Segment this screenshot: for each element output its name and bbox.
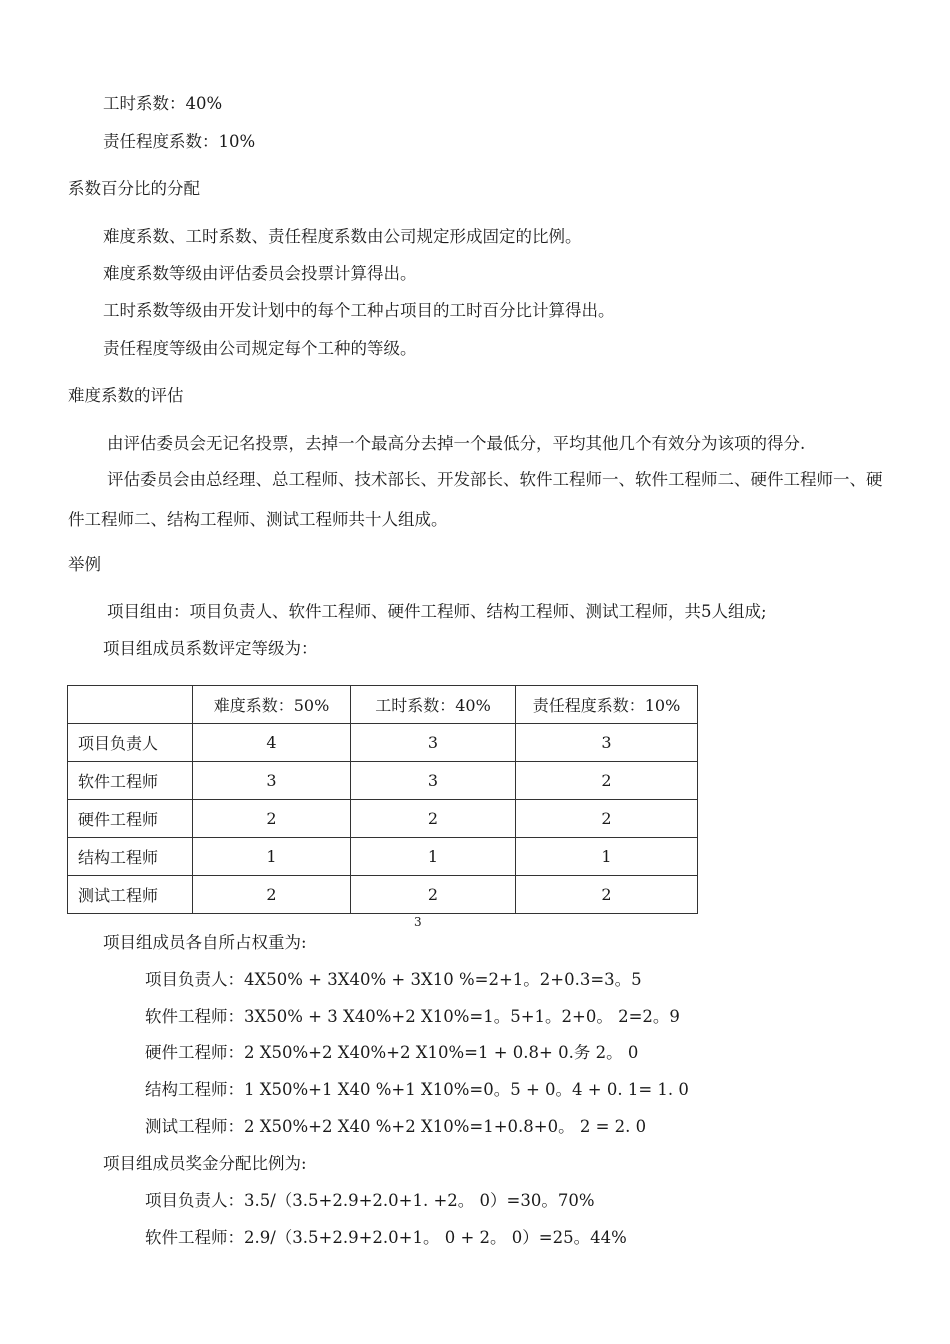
section-heading-distribution: 系数百分比的分配 (68, 179, 200, 198)
responsibility-coef-line: 责任程度系数：10% (103, 132, 256, 151)
table-row (68, 724, 698, 762)
table-cell-role: 硬件工程师 (68, 800, 193, 838)
table-header-cell: 工时系数：40% (351, 686, 516, 724)
distribution-item: 责任程度等级由公司规定每个工种的等级。 (103, 339, 417, 358)
table-cell: 3 (351, 762, 516, 800)
table-header-row (68, 686, 698, 724)
table-header-cell: 难度系数：50% (193, 686, 351, 724)
table-cell: 2 (516, 800, 698, 838)
section-heading-evaluation: 难度系数的评估 (68, 386, 184, 405)
section-heading-example: 举例 (68, 555, 101, 574)
distribution-item: 难度系数等级由评估委员会投票计算得出。 (103, 264, 417, 283)
evaluation-para-2: 评估委员会由总经理、总工程师、技术部长、开发部长、软件工程师一、软件工程师二、硬件工程师一、硬件工程师二、结构工程师、测试工程师共十人组成。 (68, 470, 883, 529)
table-cell-role: 软件工程师 (68, 762, 193, 800)
worktime-coef-line: 工时系数：40% (103, 94, 223, 113)
table-header-cell (68, 686, 193, 724)
bonus-formula-line: 软件工程师：2.9/（3.5+2.9+2.0+1。 0 + 2。 0）=25。44% (145, 1228, 627, 1247)
table-row (68, 838, 698, 876)
distribution-item: 难度系数、工时系数、责任程度系数由公司规定形成固定的比例。 (103, 227, 582, 246)
table-row (68, 876, 698, 914)
evaluation-para-1: 由评估委员会无记名投票，去掉一个最高分去掉一个最低分，平均其他几个有效分为该项的得分. (107, 434, 806, 453)
weights-intro-line: 项目组成员各自所占权重为: (103, 933, 307, 952)
table-cell: 4 (193, 724, 351, 762)
table-cell: 2 (193, 800, 351, 838)
table-cell: 1 (351, 838, 516, 876)
weight-formula-line: 测试工程师：2 X50%+2 X40 %+2 X10%=1+0.8+0。 2 = 2. 0 (145, 1117, 647, 1136)
team-composition-line: 项目组由：项目负责人、软件工程师、硬件工程师、结构工程师、测试工程师，共5人组成; (107, 602, 767, 621)
coefficient-table (67, 685, 698, 914)
table-cell: 2 (351, 876, 516, 914)
rating-intro-line: 项目组成员系数评定等级为： (103, 639, 318, 658)
table-header-cell: 责任程度系数：10% (516, 686, 698, 724)
weight-formula-line: 结构工程师：1 X50%+1 X40 %+1 X10%=0。5 + 0。4 + 0. 1= 1. 0 (145, 1080, 689, 1099)
bonus-formula-line: 项目负责人：3.5/（3.5+2.9+2.0+1. +2。 0）=30。70% (145, 1191, 595, 1210)
table-cell: 1 (516, 838, 698, 876)
table-cell: 2 (351, 800, 516, 838)
weight-formula-line: 硬件工程师：2 X50%+2 X40%+2 X10%=1 + 0.8+ 0.务 2。 0 (145, 1043, 639, 1062)
table-cell-role: 测试工程师 (68, 876, 193, 914)
table-cell: 1 (193, 838, 351, 876)
page-number: 3 (414, 915, 422, 929)
table-row (68, 762, 698, 800)
bonus-intro-line: 项目组成员奖金分配比例为: (103, 1154, 307, 1173)
table-cell-role: 结构工程师 (68, 838, 193, 876)
table-cell: 2 (193, 876, 351, 914)
weight-formula-line: 项目负责人：4X50% + 3X40% + 3X10 %=2+1。2+0.3=3。5 (145, 970, 642, 989)
table-cell: 2 (516, 876, 698, 914)
distribution-item: 工时系数等级由开发计划中的每个工种占项目的工时百分比计算得出。 (103, 301, 615, 320)
table-cell: 3 (193, 762, 351, 800)
table-cell: 3 (351, 724, 516, 762)
table-cell-role: 项目负责人 (68, 724, 193, 762)
weight-formula-line: 软件工程师：3X50% + 3 X40%+2 X10%=1。5+1。2+0。 2=2。9 (145, 1007, 680, 1026)
table-cell: 2 (516, 762, 698, 800)
table-row (68, 800, 698, 838)
table-cell: 3 (516, 724, 698, 762)
